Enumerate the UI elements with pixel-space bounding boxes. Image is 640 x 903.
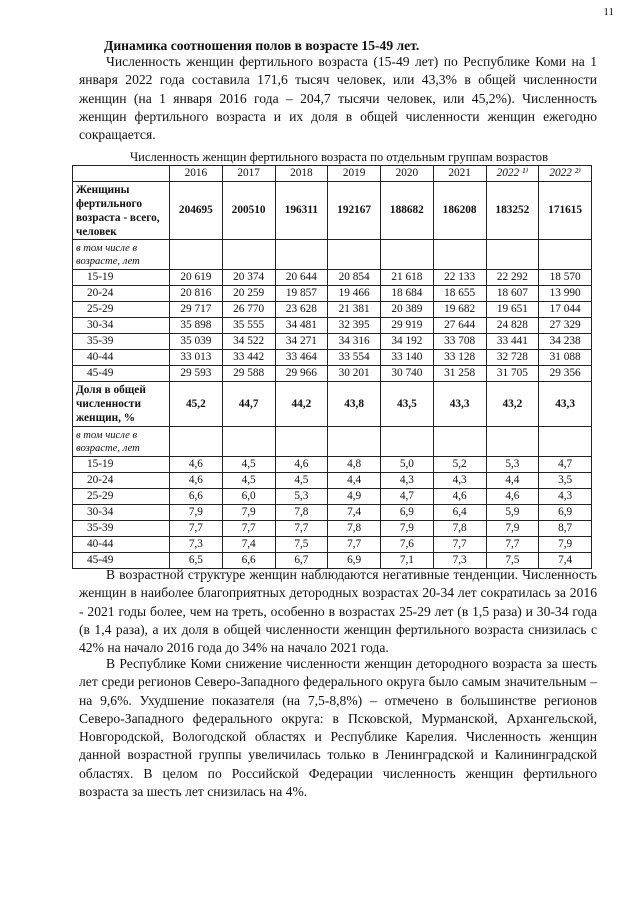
count-value-cell: 33 128 (433, 350, 486, 366)
subheading-row (73, 427, 592, 457)
count-value-cell: 34 192 (381, 334, 434, 350)
share-age-value-cell: 6,9 (328, 553, 381, 569)
empty-cell (381, 240, 434, 270)
count-value-cell: 20 854 (328, 270, 381, 286)
count-value-cell: 33 442 (222, 350, 275, 366)
empty-cell (381, 427, 434, 457)
count-value-cell: 29 966 (275, 366, 328, 382)
age-group-label: 30-34 (73, 318, 170, 334)
count-value-cell: 34 238 (539, 334, 592, 350)
share-label: Доля в общей численности женщин, % (73, 382, 170, 427)
age-group-label: 15-19 (73, 457, 170, 473)
count-value-cell: 34 522 (222, 334, 275, 350)
share-age-value-cell: 7,9 (381, 521, 434, 537)
count-value-cell: 19 466 (328, 286, 381, 302)
count-value-cell: 21 381 (328, 302, 381, 318)
count-row (73, 302, 592, 318)
share-age-row (73, 457, 592, 473)
share-age-value-cell: 4,6 (433, 489, 486, 505)
count-value-cell: 34 316 (328, 334, 381, 350)
empty-cell (328, 427, 381, 457)
count-value-cell: 33 554 (328, 350, 381, 366)
share-age-value-cell: 7,4 (328, 505, 381, 521)
total-value-cell: 183252 (486, 182, 539, 240)
share-age-value-cell: 6,6 (170, 489, 223, 505)
count-value-cell: 27 644 (433, 318, 486, 334)
age-group-label: 25-29 (73, 302, 170, 318)
share-age-value-cell: 8,7 (539, 521, 592, 537)
count-row (73, 350, 592, 366)
count-value-cell: 22 133 (433, 270, 486, 286)
share-age-value-cell: 7,9 (486, 521, 539, 537)
count-value-cell: 35 555 (222, 318, 275, 334)
count-value-cell: 22 292 (486, 270, 539, 286)
share-age-value-cell: 7,3 (433, 553, 486, 569)
share-age-value-cell: 4,7 (539, 457, 592, 473)
share-age-value-cell: 7,1 (381, 553, 434, 569)
share-age-value-cell: 7,9 (170, 505, 223, 521)
empty-cell (486, 240, 539, 270)
count-value-cell: 30 740 (381, 366, 434, 382)
empty-cell (328, 240, 381, 270)
total-row (73, 182, 592, 240)
share-age-value-cell: 6,9 (381, 505, 434, 521)
total-value-cell: 171615 (539, 182, 592, 240)
count-value-cell: 31 705 (486, 366, 539, 382)
share-age-value-cell: 4,6 (170, 457, 223, 473)
year-header: 2019 (328, 166, 381, 182)
share-age-value-cell: 5,2 (433, 457, 486, 473)
empty-cell (275, 240, 328, 270)
count-value-cell: 34 481 (275, 318, 328, 334)
share-value-cell: 44,2 (275, 382, 328, 427)
count-value-cell: 24 828 (486, 318, 539, 334)
corner-cell (73, 166, 170, 182)
share-age-value-cell: 4,6 (486, 489, 539, 505)
section-heading: Динамика соотношения полов в возрасте 15-49 лет. (104, 38, 420, 53)
count-value-cell: 31 088 (539, 350, 592, 366)
empty-cell (486, 427, 539, 457)
count-value-cell: 34 271 (275, 334, 328, 350)
count-value-cell: 29 588 (222, 366, 275, 382)
share-age-value-cell: 7,7 (328, 537, 381, 553)
count-value-cell: 20 619 (170, 270, 223, 286)
total-label: Женщины фертильного возраста - всего, человек (73, 182, 170, 240)
share-age-row (73, 505, 592, 521)
share-age-value-cell: 4,5 (275, 473, 328, 489)
count-value-cell: 20 374 (222, 270, 275, 286)
total-value-cell: 200510 (222, 182, 275, 240)
empty-cell (170, 427, 223, 457)
count-value-cell: 20 644 (275, 270, 328, 286)
count-value-cell: 33 464 (275, 350, 328, 366)
empty-cell (539, 240, 592, 270)
count-value-cell: 17 044 (539, 302, 592, 318)
share-age-value-cell: 7,8 (328, 521, 381, 537)
count-value-cell: 18 570 (539, 270, 592, 286)
age-group-label: 45-49 (73, 366, 170, 382)
total-value-cell: 196311 (275, 182, 328, 240)
total-value-cell: 192167 (328, 182, 381, 240)
share-age-value-cell: 6,9 (539, 505, 592, 521)
share-age-row (73, 489, 592, 505)
empty-cell (539, 427, 592, 457)
age-group-label: 25-29 (73, 489, 170, 505)
count-value-cell: 23 628 (275, 302, 328, 318)
share-age-value-cell: 7,7 (486, 537, 539, 553)
share-age-row (73, 521, 592, 537)
year-header: 2018 (275, 166, 328, 182)
count-value-cell: 29 356 (539, 366, 592, 382)
intro-paragraph: Численность женщин фертильного возраста (15-49 лет) по Республике Коми на 1 января 2022 года составила 171,6 тысяч человек, или 43,3% в общей численности женщин (на 1 января 2016 года – 204,7 тысячи человек, или 45,2%). Численность женщин фертильного возраста и их доля в общей численности женщин ежегодно сокращается. (79, 54, 597, 143)
share-value-cell: 43,3 (433, 382, 486, 427)
year-header-row (73, 166, 592, 182)
total-value-cell: 188682 (381, 182, 434, 240)
age-group-label: 45-49 (73, 553, 170, 569)
year-header: 2016 (170, 166, 223, 182)
share-age-value-cell: 4,6 (275, 457, 328, 473)
share-age-value-cell: 4,3 (381, 473, 434, 489)
share-value-cell: 43,5 (381, 382, 434, 427)
count-value-cell: 29 593 (170, 366, 223, 382)
share-age-value-cell: 7,5 (275, 537, 328, 553)
count-row (73, 318, 592, 334)
count-row (73, 270, 592, 286)
year-header: 2022 ²⁾ (539, 166, 592, 182)
age-group-label: 40-44 (73, 537, 170, 553)
share-age-value-cell: 4,6 (170, 473, 223, 489)
share-age-value-cell: 6,7 (275, 553, 328, 569)
empty-cell (433, 240, 486, 270)
year-header: 2021 (433, 166, 486, 182)
share-age-value-cell: 4,5 (222, 457, 275, 473)
total-value-cell: 204695 (170, 182, 223, 240)
share-age-value-cell: 5,9 (486, 505, 539, 521)
share-age-value-cell: 4,3 (433, 473, 486, 489)
share-age-value-cell: 4,4 (328, 473, 381, 489)
count-value-cell: 18 607 (486, 286, 539, 302)
age-group-label: 20-24 (73, 473, 170, 489)
share-age-value-cell: 7,5 (486, 553, 539, 569)
count-value-cell: 13 990 (539, 286, 592, 302)
count-value-cell: 33 140 (381, 350, 434, 366)
count-row (73, 334, 592, 350)
count-value-cell: 20 816 (170, 286, 223, 302)
count-value-cell: 19 682 (433, 302, 486, 318)
age-group-label: 20-24 (73, 286, 170, 302)
share-age-value-cell: 6,6 (222, 553, 275, 569)
subheading-row (73, 240, 592, 270)
count-value-cell: 20 259 (222, 286, 275, 302)
table-caption: Численность женщин фертильного возраста по отдельным группам возрастов (129, 150, 549, 164)
age-group-label: 40-44 (73, 350, 170, 366)
count-row (73, 286, 592, 302)
year-header: 2020 (381, 166, 434, 182)
share-age-value-cell: 4,9 (328, 489, 381, 505)
count-row (73, 366, 592, 382)
year-header: 2022 ¹⁾ (486, 166, 539, 182)
share-age-value-cell: 7,6 (381, 537, 434, 553)
share-age-value-cell: 4,5 (222, 473, 275, 489)
share-age-value-cell: 7,9 (539, 537, 592, 553)
count-value-cell: 20 389 (381, 302, 434, 318)
count-value-cell: 30 201 (328, 366, 381, 382)
empty-cell (222, 427, 275, 457)
count-value-cell: 26 770 (222, 302, 275, 318)
share-age-value-cell: 7,7 (433, 537, 486, 553)
share-age-value-cell: 7,4 (539, 553, 592, 569)
count-value-cell: 33 708 (433, 334, 486, 350)
share-age-value-cell: 4,7 (381, 489, 434, 505)
empty-cell (170, 240, 223, 270)
share-age-value-cell: 4,3 (539, 489, 592, 505)
count-value-cell: 27 329 (539, 318, 592, 334)
count-value-cell: 32 728 (486, 350, 539, 366)
share-age-value-cell: 5,3 (275, 489, 328, 505)
share-age-value-cell: 4,4 (486, 473, 539, 489)
share-age-value-cell: 7,8 (433, 521, 486, 537)
age-group-label: 35-39 (73, 521, 170, 537)
count-value-cell: 21 618 (381, 270, 434, 286)
page-number: 11 (603, 6, 614, 18)
total-value-cell: 186208 (433, 182, 486, 240)
share-age-value-cell: 7,4 (222, 537, 275, 553)
share-age-value-cell: 7,7 (222, 521, 275, 537)
count-value-cell: 35 898 (170, 318, 223, 334)
share-age-value-cell: 6,0 (222, 489, 275, 505)
share-age-value-cell: 4,8 (328, 457, 381, 473)
count-value-cell: 33 441 (486, 334, 539, 350)
share-value-cell: 45,2 (170, 382, 223, 427)
count-value-cell: 18 655 (433, 286, 486, 302)
age-group-label: 15-19 (73, 270, 170, 286)
share-value-cell: 43,3 (539, 382, 592, 427)
share-age-value-cell: 7,3 (170, 537, 223, 553)
empty-cell (275, 427, 328, 457)
fertile-women-table (72, 165, 592, 569)
share-value-cell: 44,7 (222, 382, 275, 427)
share-age-value-cell: 7,9 (222, 505, 275, 521)
count-value-cell: 19 857 (275, 286, 328, 302)
share-age-value-cell: 6,4 (433, 505, 486, 521)
share-age-value-cell: 5,3 (486, 457, 539, 473)
share-age-value-cell: 6,5 (170, 553, 223, 569)
count-value-cell: 18 684 (381, 286, 434, 302)
year-header: 2017 (222, 166, 275, 182)
age-group-label: 35-39 (73, 334, 170, 350)
count-value-cell: 29 919 (381, 318, 434, 334)
count-value-cell: 31 258 (433, 366, 486, 382)
share-row (73, 382, 592, 427)
paragraph-age-structure: В возрастной структуре женщин наблюдаются негативные тенденции. Численность женщин в наиболее благоприятных детородных возрастах 20-34 лет сократилась за 2016 - 2021 годы более, чем на треть, особенно в возрастах 25-29 лет (в 1,5 раза) и 30-34 года (в 1,4 раза), а их доля в общей численности женщин фертильного возраста снизилась с 42% на начало 2016 года до 34% на начало 2021 года. (79, 567, 597, 656)
paragraph-regions: В Республике Коми снижение численности женщин детородного возраста за шесть лет среди регионов Северо-Западного федерального округа было самым значительным – на 9,6%. Ухудшение показателя (на 7,5-8,8%) – отмечено в большинстве регионов Северо-Западного федерального округа: в Псковской, Мурманской, Архангельской, Новгородской, Вологодской областях и Республике Карелия. Численность женщин данной возрастной группы увеличилась только в Ленинградской и Калининградской областях. В целом по Российской Федерации численность женщин фертильного возраста за шесть лет снизилась на 4%. (79, 656, 597, 800)
count-value-cell: 35 039 (170, 334, 223, 350)
age-group-label: 30-34 (73, 505, 170, 521)
share-value-cell: 43,8 (328, 382, 381, 427)
share-age-row (73, 537, 592, 553)
count-value-cell: 19 651 (486, 302, 539, 318)
count-value-cell: 33 013 (170, 350, 223, 366)
subheading-count: в том числе в возрасте, лет (73, 240, 170, 270)
share-age-value-cell: 7,8 (275, 505, 328, 521)
empty-cell (222, 240, 275, 270)
share-value-cell: 43,2 (486, 382, 539, 427)
subheading-share: в том числе в возрасте, лет (73, 427, 170, 457)
empty-cell (433, 427, 486, 457)
count-value-cell: 29 717 (170, 302, 223, 318)
share-age-row (73, 473, 592, 489)
share-age-value-cell: 7,7 (170, 521, 223, 537)
share-age-value-cell: 5,0 (381, 457, 434, 473)
share-age-value-cell: 7,7 (275, 521, 328, 537)
count-value-cell: 32 395 (328, 318, 381, 334)
share-age-value-cell: 3,5 (539, 473, 592, 489)
